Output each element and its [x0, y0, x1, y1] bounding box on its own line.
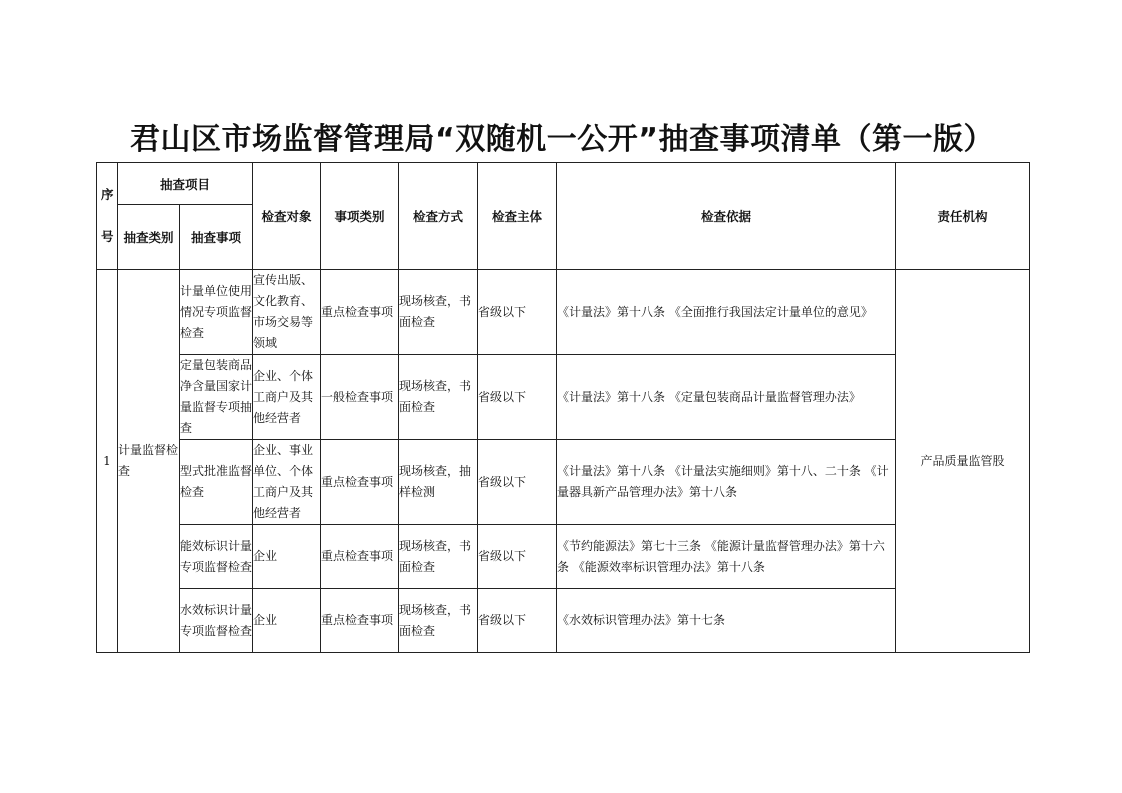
- header-org: 责任机构: [896, 163, 1030, 270]
- header-subject: 检查主体: [478, 163, 557, 270]
- header-object: 检查对象: [253, 163, 321, 270]
- row-method: 现场核查，书面检查: [399, 525, 478, 589]
- table-row: [97, 589, 1030, 653]
- header-method: 检查方式: [399, 163, 478, 270]
- row-basis: 《计量法》第十八条 《定量包装商品计量监督管理办法》: [557, 355, 896, 440]
- row-subject: 省级以下: [478, 355, 557, 440]
- row-method: 现场核查，书面检查: [399, 355, 478, 440]
- table-row: [97, 270, 1030, 355]
- row-type: 重点检查事项: [321, 440, 399, 525]
- row-type: 重点检查事项: [321, 525, 399, 589]
- row-matter: 型式批准监督检查: [180, 440, 253, 525]
- row-method: 现场核查，书面检查: [399, 589, 478, 653]
- header-basis: 检查依据: [557, 163, 896, 270]
- row-subject: 省级以下: [478, 589, 557, 653]
- row-basis: 《水效标识管理办法》第十七条: [557, 589, 896, 653]
- row-basis: 《节约能源法》第七十三条 《能源计量监督管理办法》第十六条 《能源效率标识管理办法》第十八条: [557, 525, 896, 589]
- row-matter: 计量单位使用情况专项监督检查: [180, 270, 253, 355]
- header-seq-label: 序号: [101, 187, 114, 244]
- header-row-1: [97, 163, 1030, 205]
- row-basis: 《计量法》第十八条 《全面推行我国法定计量单位的意见》: [557, 270, 896, 355]
- row-object: 企业: [253, 525, 321, 589]
- row-matter: 能效标识计量专项监督检查: [180, 525, 253, 589]
- row-method: 现场核查，抽样检测: [399, 440, 478, 525]
- row-category: 计量监督检查: [118, 270, 180, 653]
- document-title: 君山区市场监督管理局“双随机一公开”抽查事项清单（第一版）: [130, 122, 994, 157]
- inspection-list-table: [96, 162, 1030, 653]
- row-type: 重点检查事项: [321, 270, 399, 355]
- table-row: [97, 440, 1030, 525]
- header-items-group: 抽查项目: [118, 163, 253, 205]
- row-object: 企业、个体工商户及其他经营者: [253, 355, 321, 440]
- header-seq: [97, 163, 118, 270]
- row-type: 重点检查事项: [321, 589, 399, 653]
- row-seq-number: 1: [97, 270, 118, 653]
- header-type: 事项类别: [321, 163, 399, 270]
- row-object: 宣传出版、文化教育、市场交易等领域: [253, 270, 321, 355]
- row-type: 一般检查事项: [321, 355, 399, 440]
- row-org: 产品质量监管股: [896, 270, 1030, 653]
- row-matter: 水效标识计量专项监督检查: [180, 589, 253, 653]
- row-matter: 定量包装商品净含量国家计量监督专项抽查: [180, 355, 253, 440]
- row-method: 现场核查，书面检查: [399, 270, 478, 355]
- row-basis: 《计量法》第十八条 《计量法实施细则》第十八、二十条 《计量器具新产品管理办法》第十八条: [557, 440, 896, 525]
- row-subject: 省级以下: [478, 440, 557, 525]
- table-row: [97, 355, 1030, 440]
- table-row: [97, 525, 1030, 589]
- row-object: 企业、事业单位、个体工商户及其他经营者: [253, 440, 321, 525]
- row-subject: 省级以下: [478, 525, 557, 589]
- row-object: 企业: [253, 589, 321, 653]
- header-matter: 抽查事项: [180, 205, 253, 270]
- row-subject: 省级以下: [478, 270, 557, 355]
- header-category: 抽查类别: [118, 205, 180, 270]
